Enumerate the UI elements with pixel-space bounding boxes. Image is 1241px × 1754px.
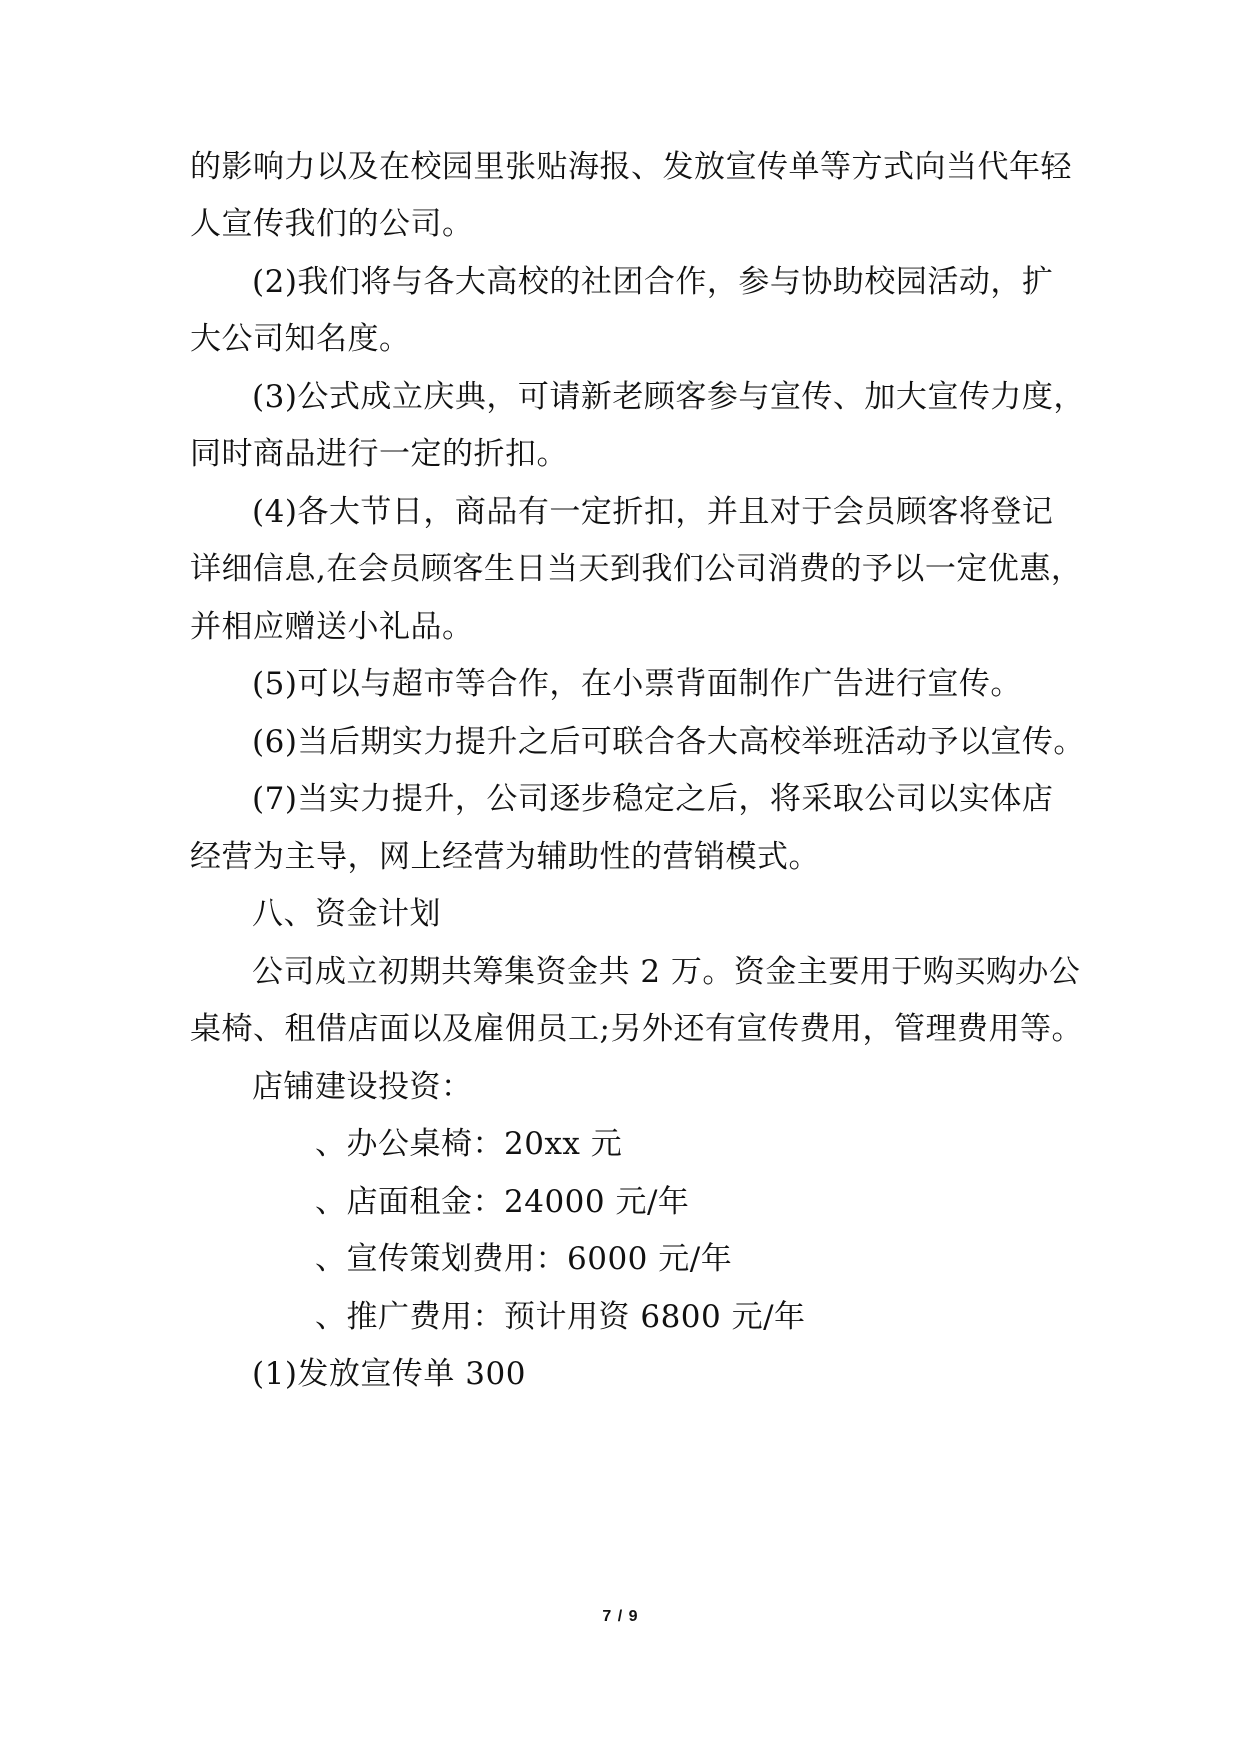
paragraph-line: 经营为主导，网上经营为辅助性的营销模式。: [190, 839, 820, 875]
paragraph-line: 人宣传我们的公司。: [190, 206, 474, 242]
list-item: 、推广费用：预计用资 6800 元/年: [315, 1299, 806, 1335]
paragraph-line: 大公司知名度。: [190, 321, 411, 357]
list-item: 、店面租金：24000 元/年: [315, 1184, 690, 1220]
paragraph-line: (6)当后期实力提升之后可联合各大高校举班活动予以宣传。: [252, 724, 1085, 760]
paragraph-line: 同时商品进行一定的折扣。: [190, 436, 568, 472]
paragraph-line: (1)发放宣传单 300: [252, 1356, 526, 1392]
paragraph-line: (5)可以与超市等合作，在小票背面制作广告进行宣传。: [252, 666, 1022, 702]
paragraph-line: 并相应赠送小礼品。: [190, 609, 474, 645]
list-item: 、宣传策划费用：6000 元/年: [315, 1241, 733, 1277]
list-item: 、办公桌椅：20xx 元: [315, 1126, 623, 1162]
paragraph-line: 的影响力以及在校园里张贴海报、发放宣传单等方式向当代年轻: [190, 149, 1072, 185]
paragraph-line: 公司成立初期共筹集资金共 2 万。资金主要用于购买购办公: [252, 954, 1081, 990]
paragraph-line: (4)各大节日，商品有一定折扣，并且对于会员顾客将登记: [252, 494, 1054, 530]
paragraph-line: (7)当实力提升，公司逐步稳定之后，将采取公司以实体店: [252, 781, 1054, 817]
paragraph-line: (2)我们将与各大高校的社团合作，参与协助校园活动，扩: [252, 264, 1054, 300]
section-heading: 八、资金计划: [252, 896, 441, 932]
paragraph-line: 店铺建设投资：: [252, 1069, 473, 1105]
page-number: 7 / 9: [602, 1608, 639, 1625]
paragraph-line: (3)公式成立庆典，可请新老顾客参与宣传、加大宣传力度，: [252, 379, 1085, 415]
paragraph-line: 桌椅、租借店面以及雇佣员工;另外还有宣传费用，管理费用等。: [190, 1011, 1083, 1047]
paragraph-line: 详细信息,在会员顾客生日当天到我们公司消费的予以一定优惠，: [190, 551, 1083, 587]
